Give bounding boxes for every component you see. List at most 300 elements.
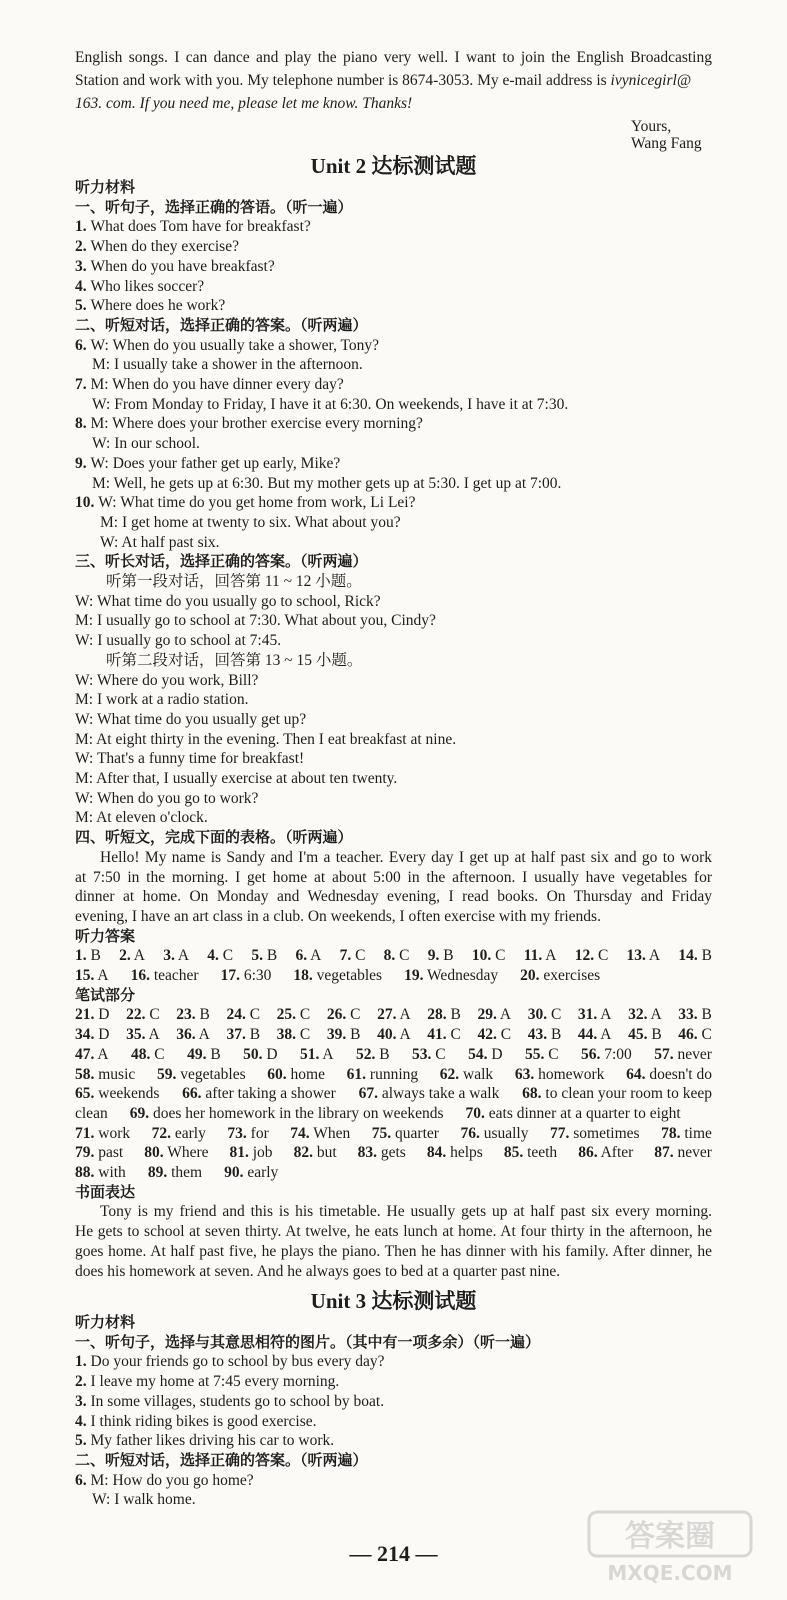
answer-number: 18. bbox=[293, 967, 313, 984]
answer-item bbox=[427, 1143, 483, 1163]
item-text: M: When do you have dinner every day? bbox=[90, 376, 344, 393]
answer-number: 69. bbox=[129, 1104, 150, 1122]
answer-value: usually bbox=[479, 1124, 529, 1142]
dialogue-line: W: What time do you usually get up? bbox=[75, 710, 307, 728]
answer-value: with bbox=[94, 1164, 126, 1181]
answer-value: 7:00 bbox=[600, 1045, 632, 1063]
item-number: 4. bbox=[75, 1412, 91, 1430]
dialogue-line: W: That's a funny time for breakfast! bbox=[75, 750, 305, 768]
dialogue-line bbox=[75, 375, 344, 395]
dialogue-line: M: I usually go to school at 7:30. What about you, Cindy? bbox=[75, 612, 436, 630]
answer-item bbox=[384, 946, 410, 966]
answer-item bbox=[144, 1143, 208, 1163]
essay-line: does his homework at seven. And he always goes to bed at a quarter past nine. bbox=[75, 1262, 561, 1280]
answer-value: never bbox=[673, 1045, 712, 1063]
answer-item bbox=[356, 1045, 390, 1065]
answer-item bbox=[515, 1065, 605, 1085]
item-text: In some villages, students go to school by boat. bbox=[90, 1392, 385, 1410]
answer-value: A bbox=[597, 1006, 612, 1024]
item-number: 10. bbox=[75, 494, 99, 512]
answer-item bbox=[75, 1124, 130, 1144]
answer-value: early bbox=[171, 1124, 206, 1142]
answer-number: 36. bbox=[176, 1026, 196, 1044]
answer-item bbox=[290, 1124, 350, 1144]
answer-value: vegetables bbox=[176, 1065, 246, 1083]
answer-item bbox=[176, 1025, 210, 1045]
answer-row bbox=[75, 1005, 712, 1025]
answer-value: C bbox=[395, 947, 410, 965]
answer-item bbox=[226, 1005, 260, 1025]
answer-item bbox=[75, 1045, 109, 1065]
answer-item bbox=[226, 1025, 260, 1045]
answer-number: 26. bbox=[326, 1006, 347, 1024]
answer-number: 34. bbox=[75, 1026, 95, 1044]
dialogue-line bbox=[100, 513, 401, 533]
answer-number: 2. bbox=[119, 947, 131, 965]
dialogue-line bbox=[75, 1471, 254, 1491]
answer-value: B bbox=[547, 1026, 562, 1044]
passage-line: evening, I have an art class in a club. On weekends, I often exercise with my friends. bbox=[75, 907, 601, 925]
answer-item bbox=[627, 946, 661, 966]
item-number: 5. bbox=[75, 1432, 91, 1450]
dialogue-line: M: After that, I usually exercise at about ten twenty. bbox=[75, 770, 398, 787]
answer-number: 67. bbox=[358, 1085, 378, 1103]
item-text: W: What time do you get home from work, Li Lei? bbox=[98, 494, 416, 512]
item-number: 2. bbox=[75, 238, 91, 256]
answer-value: gets bbox=[377, 1144, 406, 1162]
item-text: I think riding bikes is good exercise. bbox=[90, 1412, 317, 1430]
answer-number: 37. bbox=[226, 1026, 246, 1044]
answer-number: 87. bbox=[654, 1144, 674, 1162]
answer-item bbox=[119, 946, 145, 966]
dialogue-line: W: I usually go to school at 7:45. bbox=[75, 632, 282, 650]
answer-item bbox=[358, 1143, 406, 1163]
answer-number: 81. bbox=[229, 1144, 249, 1162]
answer-value: A bbox=[307, 947, 322, 965]
listening-answers-head: 听力答案 bbox=[75, 928, 136, 945]
answer-value: B bbox=[375, 1045, 390, 1063]
answer-number: 73. bbox=[227, 1124, 247, 1142]
answer-item bbox=[224, 1163, 278, 1183]
answer-value: C bbox=[145, 1006, 160, 1024]
answer-value: Wednesday bbox=[423, 967, 499, 984]
passage-line: dinner at home. On Monday and Wednesday evening, I read books. On Thursday and Friday bbox=[75, 888, 712, 906]
answer-number: 70. bbox=[465, 1104, 485, 1122]
answer-item bbox=[267, 1065, 325, 1085]
answer-row bbox=[75, 1065, 712, 1085]
answer-number: 56. bbox=[581, 1045, 601, 1063]
answer-value: does her homework in the library on weekends bbox=[149, 1104, 444, 1122]
answer-value: B bbox=[346, 1026, 361, 1044]
dialogue-line bbox=[75, 414, 423, 434]
answer-number: 68. bbox=[522, 1085, 542, 1103]
answer-number: 27. bbox=[377, 1006, 397, 1024]
answer-item bbox=[75, 1143, 123, 1163]
answer-number: 23. bbox=[176, 1006, 196, 1024]
answer-number: 39. bbox=[326, 1026, 347, 1044]
answer-value: B bbox=[697, 947, 712, 965]
answer-item bbox=[75, 1084, 159, 1104]
answer-value: quarter bbox=[391, 1124, 439, 1142]
answer-value: vegetables bbox=[312, 967, 383, 984]
dialogue-line bbox=[92, 1490, 196, 1510]
dialogue-line: M: I work at a radio station. bbox=[75, 691, 249, 709]
answer-value: A bbox=[174, 947, 190, 965]
answer-number: 12. bbox=[574, 947, 595, 965]
answer-number: 52. bbox=[356, 1045, 376, 1063]
answer-row bbox=[75, 1025, 712, 1045]
answer-number: 44. bbox=[577, 1026, 598, 1044]
answer-value: B bbox=[206, 1045, 221, 1063]
dialogue-line bbox=[100, 533, 220, 553]
answer-value: C bbox=[594, 947, 609, 965]
answer-number: 14. bbox=[678, 947, 698, 965]
item-text: M: I usually take a shower in the afternoon. bbox=[92, 356, 363, 374]
answer-value: 6:30 bbox=[239, 967, 272, 984]
answer-value: D bbox=[262, 1045, 278, 1063]
letter-line-3-text: 163. com. If you need me, please let me know. Thanks! bbox=[75, 95, 413, 112]
answer-number: 64. bbox=[626, 1065, 646, 1083]
answer-number: 28. bbox=[427, 1006, 447, 1024]
answer-value: B bbox=[245, 1026, 261, 1044]
answer-item bbox=[525, 1045, 559, 1065]
answer-value: A bbox=[645, 947, 661, 965]
letter-line-2-text: Station and work with you. My telephone number is 8674-3053. My e-mail address is bbox=[75, 72, 607, 89]
answer-value: walk bbox=[459, 1065, 494, 1083]
answer-number: 89. bbox=[147, 1164, 168, 1181]
answer-number: 62. bbox=[439, 1065, 460, 1083]
letter-line-2 bbox=[75, 71, 691, 91]
answer-item bbox=[251, 946, 277, 966]
letter-email: ivynicegirl@ bbox=[610, 72, 692, 89]
item-text: W: At half past six. bbox=[100, 533, 220, 551]
answer-number: 43. bbox=[527, 1026, 548, 1044]
answer-item bbox=[207, 946, 233, 966]
answer-value: exercises bbox=[539, 967, 601, 984]
question-line bbox=[75, 257, 275, 277]
answer-value: A bbox=[94, 1045, 109, 1063]
answer-number: 76. bbox=[460, 1124, 480, 1142]
answer-number: 48. bbox=[131, 1045, 151, 1063]
answer-number: 3. bbox=[163, 947, 175, 965]
answer-value: doesn't do bbox=[645, 1065, 712, 1083]
item-text: W: When do you usually take a shower, Tony? bbox=[90, 336, 380, 354]
watermark-logo bbox=[585, 1508, 755, 1586]
answer-item bbox=[372, 1124, 439, 1144]
letter-signature: Wang Fang bbox=[631, 135, 702, 152]
letter-closing: Yours, bbox=[631, 118, 672, 135]
answer-item bbox=[75, 1065, 135, 1085]
answer-item bbox=[75, 966, 109, 986]
item-text: I leave my home at 7:45 every morning. bbox=[90, 1373, 340, 1391]
answer-value: never bbox=[673, 1144, 712, 1162]
answer-number: 15. bbox=[75, 967, 95, 984]
question-line bbox=[75, 1431, 334, 1451]
answer-value: job bbox=[248, 1144, 273, 1162]
dialogue-line: M: At eight thirty in the evening. Then I eat breakfast at nine. bbox=[75, 730, 457, 748]
answer-value: eats dinner at a quarter to eight bbox=[484, 1104, 681, 1122]
answer-item bbox=[230, 1143, 273, 1163]
answer-value: B bbox=[86, 947, 101, 965]
answer-value: C bbox=[491, 947, 506, 965]
answer-item bbox=[628, 1005, 662, 1025]
answer-value: B bbox=[446, 1006, 461, 1024]
answer-number: 9. bbox=[427, 947, 440, 965]
item-number: 6. bbox=[75, 1471, 91, 1489]
answer-number: 71. bbox=[75, 1124, 95, 1142]
answer-row bbox=[75, 1104, 712, 1124]
answer-number: 86. bbox=[578, 1144, 598, 1162]
answer-item bbox=[404, 966, 498, 986]
answer-item bbox=[182, 1084, 336, 1104]
answer-number: 50. bbox=[243, 1045, 263, 1063]
answer-item bbox=[524, 946, 557, 966]
answer-value: C bbox=[296, 1026, 311, 1044]
answer-item bbox=[626, 1065, 712, 1085]
item-text: W: From Monday to Friday, I have it at 6:30. On weekends, I have it at 7:30. bbox=[92, 395, 569, 413]
section-2-head: 二、听短对话，选择正确的答案。（听两遍） bbox=[75, 1452, 368, 1469]
item-number: 1. bbox=[75, 218, 91, 236]
answer-item bbox=[581, 1045, 632, 1065]
answer-value: B bbox=[263, 947, 278, 965]
answer-value: B bbox=[647, 1026, 662, 1044]
answer-number: 78. bbox=[661, 1124, 681, 1142]
section-4-head: 四、听短文，完成下面的表格。（听两遍） bbox=[75, 830, 353, 847]
answer-number: 6. bbox=[295, 947, 308, 965]
answer-value: C bbox=[496, 1026, 512, 1044]
answer-value: them bbox=[167, 1164, 203, 1181]
answer-number: 11. bbox=[523, 947, 543, 965]
answer-value: Where bbox=[163, 1144, 209, 1162]
answer-item bbox=[75, 1025, 109, 1045]
answer-number: 79. bbox=[75, 1144, 95, 1162]
answer-value: C bbox=[351, 947, 366, 965]
answer-value: A bbox=[94, 967, 109, 984]
answer-value: teacher bbox=[149, 967, 199, 984]
answer-number: 61. bbox=[346, 1065, 367, 1083]
letter-line-1: English songs. I can dance and play the piano very well. I want to join the English Broadcasting bbox=[75, 49, 712, 66]
answer-number: 25. bbox=[276, 1006, 297, 1024]
answer-value: A bbox=[496, 1006, 512, 1024]
question-line bbox=[75, 1412, 317, 1432]
answer-number: 83. bbox=[357, 1144, 377, 1162]
answer-value: C bbox=[346, 1006, 361, 1024]
answer-number: 17. bbox=[220, 967, 240, 984]
answer-item bbox=[359, 1084, 500, 1104]
answer-row bbox=[75, 966, 712, 986]
answer-item bbox=[277, 1005, 311, 1025]
answer-value: early bbox=[243, 1164, 279, 1181]
item-text: When do they exercise? bbox=[90, 238, 239, 256]
item-text: M: I get home at twenty to six. What about you? bbox=[100, 513, 401, 531]
answer-value: C bbox=[544, 1045, 559, 1063]
answer-number: 38. bbox=[276, 1026, 297, 1044]
answer-value: after taking a shower bbox=[201, 1085, 336, 1103]
answer-item bbox=[504, 1143, 557, 1163]
dialogue-line bbox=[92, 434, 200, 454]
answer-item bbox=[131, 966, 199, 986]
question-line bbox=[75, 237, 239, 257]
answer-number: 84. bbox=[426, 1144, 447, 1162]
answer-number: 41. bbox=[427, 1026, 447, 1044]
answer-number: 32. bbox=[628, 1006, 648, 1024]
answer-number: 66. bbox=[182, 1085, 202, 1103]
answer-value: for bbox=[246, 1124, 269, 1142]
answer-item bbox=[578, 1143, 633, 1163]
item-text: Where does he work? bbox=[90, 297, 226, 315]
answer-value: sometimes bbox=[569, 1124, 640, 1142]
answer-value: D bbox=[487, 1045, 503, 1063]
answer-number: 8. bbox=[383, 947, 396, 965]
answer-item bbox=[466, 1104, 681, 1124]
answer-number: 4. bbox=[207, 947, 219, 965]
answer-item bbox=[522, 1084, 712, 1104]
answer-value: C bbox=[296, 1006, 311, 1024]
answer-item bbox=[130, 1104, 444, 1124]
dialogue-line bbox=[92, 474, 561, 494]
question-line bbox=[75, 1372, 339, 1392]
unit2-title: Unit 2 达标测试题 bbox=[310, 154, 477, 178]
answer-number: 13. bbox=[626, 947, 646, 965]
answer-number: 65. bbox=[75, 1085, 95, 1103]
item-number: 5. bbox=[75, 297, 91, 315]
answer-number: 58. bbox=[75, 1065, 95, 1083]
dialogue-line bbox=[75, 454, 340, 474]
answer-item bbox=[300, 1045, 334, 1065]
answer-item bbox=[327, 1025, 361, 1045]
answer-number: 47. bbox=[75, 1045, 95, 1063]
answer-item bbox=[295, 946, 321, 966]
item-text: Who likes soccer? bbox=[90, 277, 205, 295]
answer-item bbox=[340, 946, 366, 966]
answer-value: When bbox=[309, 1124, 351, 1142]
answer-number: 63. bbox=[514, 1065, 535, 1083]
answer-value: After bbox=[597, 1144, 634, 1162]
answer-number: 45. bbox=[628, 1026, 648, 1044]
answer-item bbox=[654, 1045, 712, 1065]
answer-value: helps bbox=[446, 1144, 483, 1162]
listening-material-head: 听力材料 bbox=[75, 1315, 136, 1331]
item-number: 1. bbox=[75, 1353, 91, 1371]
answer-item bbox=[440, 1065, 493, 1085]
answer-item bbox=[427, 1005, 461, 1025]
answer-number: 55. bbox=[524, 1045, 545, 1063]
answer-number: 82. bbox=[293, 1144, 313, 1162]
item-number: 4. bbox=[75, 277, 91, 295]
dialogue-line: M: At eleven o'clock. bbox=[75, 809, 208, 827]
answer-value: D bbox=[94, 1006, 110, 1024]
answer-value: A bbox=[542, 947, 557, 965]
answer-number: 35. bbox=[126, 1026, 146, 1044]
answer-number: 29. bbox=[477, 1006, 497, 1024]
question-line bbox=[75, 1392, 384, 1412]
answer-item bbox=[578, 1005, 612, 1025]
answer-number: 22. bbox=[126, 1006, 146, 1024]
answer-item bbox=[550, 1124, 640, 1144]
answer-value: weekends bbox=[94, 1085, 160, 1103]
item-number: 3. bbox=[75, 257, 91, 275]
answer-value: C bbox=[150, 1045, 165, 1063]
answer-value: A bbox=[130, 947, 145, 965]
answer-value: C bbox=[697, 1026, 712, 1044]
answer-item bbox=[327, 1005, 361, 1025]
question-line bbox=[75, 277, 204, 297]
dialogue-intro-2: 听第二段对话，回答第 13 ~ 15 小题。 bbox=[106, 651, 363, 669]
answer-number: 30. bbox=[527, 1006, 548, 1024]
item-text: Do your friends go to school by bus every day? bbox=[90, 1353, 385, 1371]
answer-item bbox=[477, 1005, 511, 1025]
answer-value: time bbox=[680, 1124, 712, 1142]
item-text: M: How do you go home? bbox=[90, 1471, 254, 1489]
answer-value: A bbox=[396, 1006, 411, 1024]
answer-item bbox=[126, 1025, 160, 1045]
answer-item bbox=[277, 1025, 311, 1045]
answer-item bbox=[678, 1005, 712, 1025]
item-number: 9. bbox=[75, 454, 91, 472]
section-1-head: 一、听句子，选择与其意思相符的图片。（其中有一项多余）（听一遍） bbox=[75, 1334, 541, 1351]
answer-item bbox=[377, 1005, 411, 1025]
answer-item bbox=[654, 1143, 712, 1163]
dialogue-line bbox=[75, 493, 416, 513]
answer-item bbox=[293, 966, 382, 986]
answer-value: teeth bbox=[523, 1144, 558, 1162]
answer-value: C bbox=[245, 1006, 261, 1024]
dialogue-line: W: What time do you usually go to school, Rick? bbox=[75, 592, 381, 610]
answer-item bbox=[678, 946, 712, 966]
answer-item bbox=[575, 946, 609, 966]
answer-number: 53. bbox=[412, 1045, 432, 1063]
answer-item bbox=[678, 1025, 712, 1045]
dialogue-line bbox=[92, 355, 363, 375]
answer-number: 33. bbox=[678, 1006, 698, 1024]
answer-row bbox=[75, 1163, 712, 1183]
answer-item bbox=[243, 1045, 277, 1065]
item-text: M: Where does your brother exercise every morning? bbox=[90, 415, 423, 433]
item-text: W: Does your father get up early, Mike? bbox=[90, 454, 341, 472]
item-text: What does Tom have for breakfast? bbox=[90, 218, 311, 236]
answer-item bbox=[75, 1104, 108, 1124]
letter-line-3 bbox=[75, 94, 412, 114]
answer-item bbox=[187, 1045, 221, 1065]
dialogue-intro-1: 听第一段对话，回答第 11 ~ 12 小题。 bbox=[106, 573, 362, 590]
answer-number: 7. bbox=[339, 947, 352, 965]
dialogue-line: W: Where do you work, Bill? bbox=[75, 671, 259, 689]
answer-number: 16. bbox=[130, 967, 150, 984]
item-number: 7. bbox=[75, 376, 91, 393]
answer-value: homework bbox=[534, 1065, 605, 1083]
question-line bbox=[75, 1352, 385, 1372]
answer-value: music bbox=[94, 1065, 136, 1083]
item-text: W: I walk home. bbox=[92, 1491, 196, 1509]
answer-number: 31. bbox=[577, 1006, 598, 1024]
answer-number: 42. bbox=[477, 1026, 497, 1044]
answer-item bbox=[628, 1025, 662, 1045]
answer-item bbox=[227, 1124, 268, 1144]
essay-line: Tony is my friend and this is his timetable. He usually gets up at half past six every morning. bbox=[100, 1203, 712, 1221]
answer-value: A bbox=[396, 1026, 411, 1044]
answer-value: running bbox=[366, 1065, 419, 1083]
answer-value: C bbox=[218, 947, 234, 965]
answer-number: 57. bbox=[654, 1045, 674, 1063]
answer-item bbox=[163, 946, 189, 966]
answer-number: 54. bbox=[468, 1045, 488, 1063]
answer-item bbox=[221, 966, 272, 986]
answer-value: work bbox=[94, 1124, 131, 1142]
answer-number: 40. bbox=[377, 1026, 397, 1044]
answer-item bbox=[75, 946, 101, 966]
listening-material-head: 听力材料 bbox=[75, 180, 136, 196]
answer-item bbox=[460, 1124, 528, 1144]
